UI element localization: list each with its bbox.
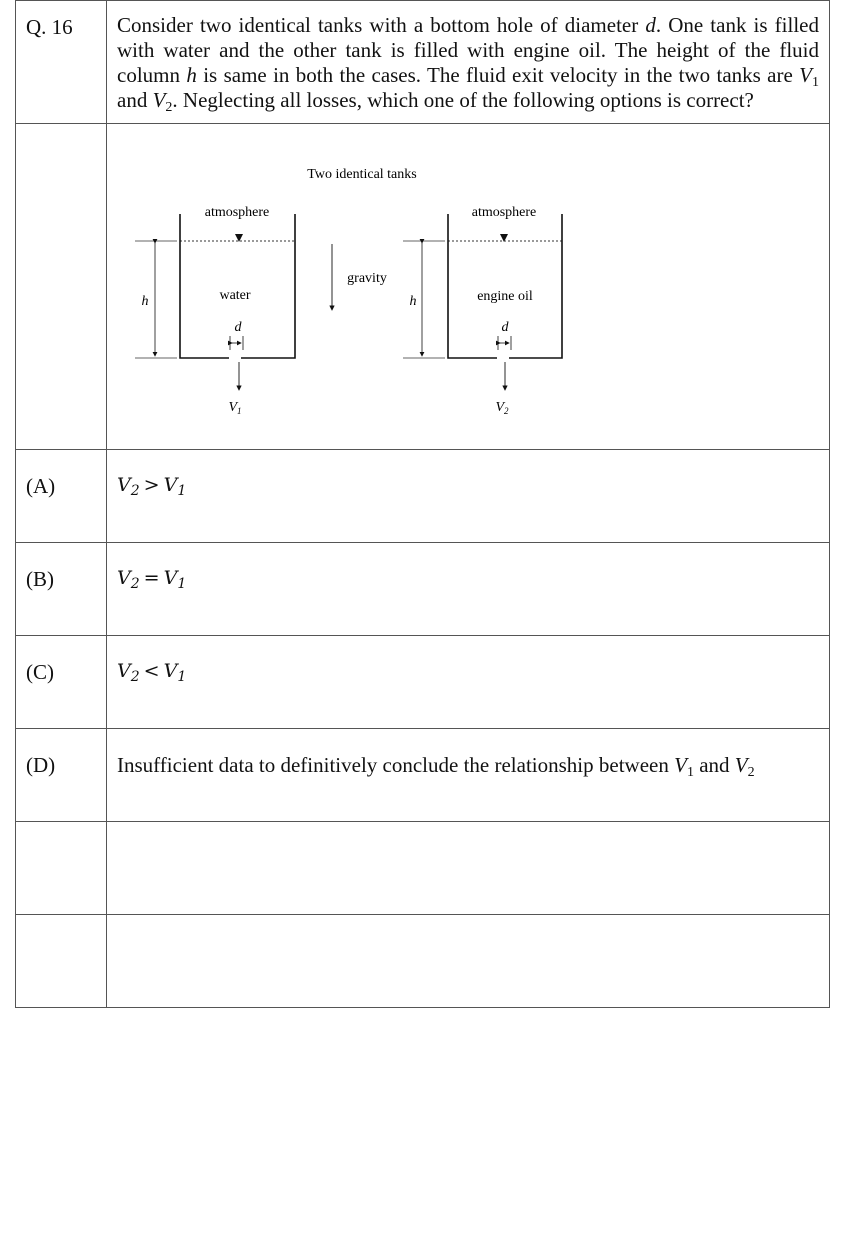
- empty-row: [16, 822, 830, 915]
- option-b-text: $V_2 = V_1$: [117, 567, 187, 592]
- right-atmosphere-label: atmosphere: [471, 205, 537, 220]
- left-atmosphere-label: atmosphere: [204, 205, 270, 220]
- empty-row: [16, 915, 830, 1008]
- option-row-b: [16, 543, 830, 636]
- question-text: Consider two identical tanks with a bottom hole of diameter d. One tank is filled with water and the other tank is filled with engine oil. The height of the fluid column h is same in both the cases. The fluid exit velocity in the two tanks are $V_1$ and $V_2$. Neglecting all losses, which one of the following options is correct?: [117, 13, 819, 115]
- left-height-label: h: [141, 294, 149, 309]
- option-d-text: Insufficient data to definitively conclude the relationship between $V_1$ and $V_2$: [117, 753, 755, 780]
- option-label: (B): [16, 543, 107, 636]
- option-label: (A): [16, 450, 107, 543]
- option-c-text: $V_2 < V_1$: [117, 660, 187, 685]
- left-hole-label: d: [234, 320, 242, 335]
- tanks-diagram: [107, 124, 840, 444]
- question-row: [16, 1, 830, 124]
- left-tank: [135, 205, 295, 416]
- right-velocity-label: $V_2$: [495, 400, 509, 416]
- right-hole-label: d: [501, 320, 509, 335]
- left-velocity-label: $V_1$: [228, 400, 242, 416]
- figure-row: [16, 124, 830, 450]
- question-table: [15, 0, 830, 1008]
- left-fluid-label: water: [219, 288, 251, 303]
- option-a-text: $V_2 > V_1$: [117, 474, 187, 499]
- right-tank: [403, 205, 562, 416]
- right-height-label: h: [409, 294, 417, 309]
- option-row-a: [16, 450, 830, 543]
- right-fluid-label: engine oil: [477, 289, 533, 304]
- figure-title: Two identical tanks: [307, 167, 417, 182]
- gravity-label: gravity: [347, 271, 387, 286]
- option-label: (C): [16, 636, 107, 729]
- tank-figure: [107, 124, 830, 450]
- option-label: (D): [16, 729, 107, 822]
- option-row-c: [16, 636, 830, 729]
- option-row-d: [16, 729, 830, 822]
- question-number: Q. 16: [16, 1, 107, 124]
